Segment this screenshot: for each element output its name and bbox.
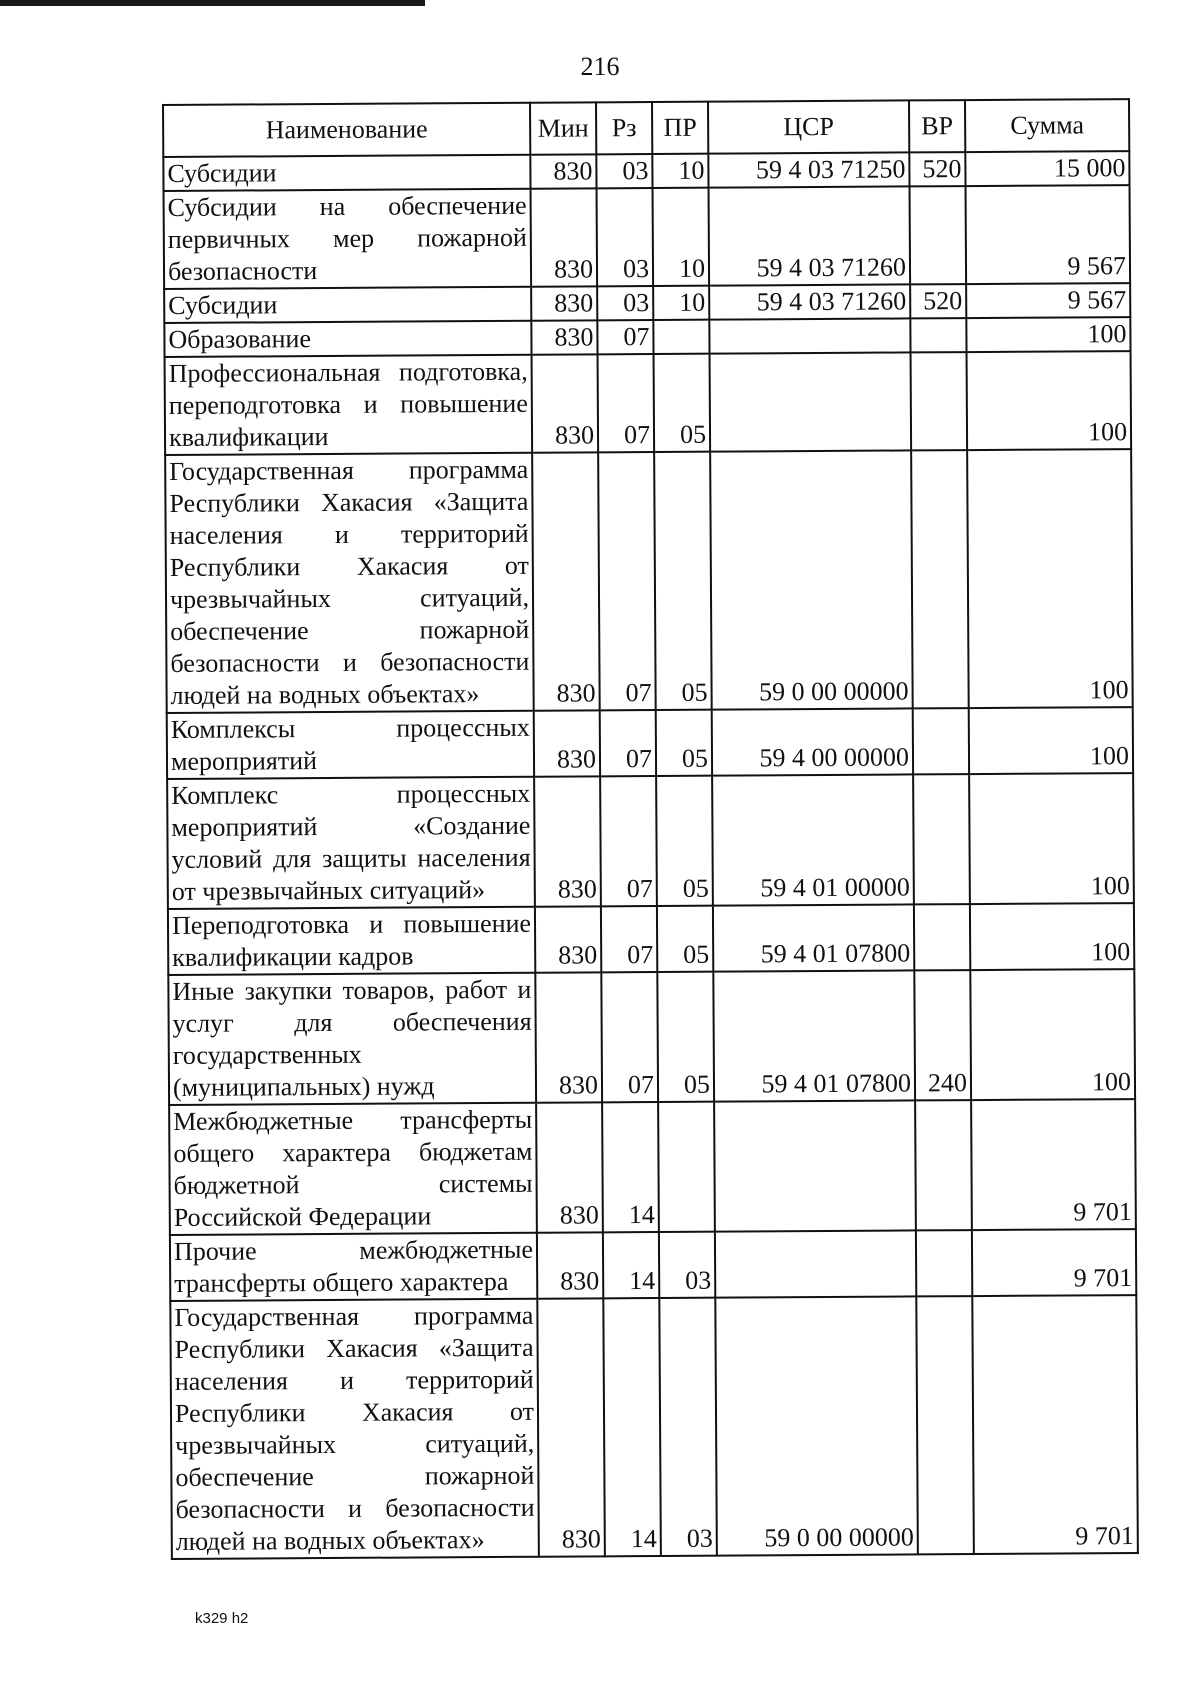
row-vr: [910, 186, 967, 284]
row-vr: [913, 774, 970, 904]
table-row: [170, 1295, 1138, 1559]
row-sum: 100: [970, 903, 1134, 970]
header-pr: ПР: [652, 102, 708, 154]
row-min: 830: [532, 354, 599, 452]
row-csr: 59 4 03 71250: [708, 152, 909, 187]
row-csr: 59 0 00 00000: [715, 1296, 918, 1555]
row-pr: 03: [659, 1298, 717, 1556]
row-vr: [910, 318, 966, 352]
row-sum: 15 000: [965, 151, 1129, 186]
row-min: 830: [536, 1102, 603, 1232]
row-pr: 10: [653, 188, 710, 286]
row-sum: 100: [967, 351, 1132, 450]
row-csr: 59 4 01 07800: [713, 970, 915, 1101]
row-name: Переподготовка и повышение квалификации кадров: [168, 907, 535, 975]
table-row: [165, 449, 1133, 713]
row-rz: 14: [603, 1232, 659, 1298]
row-csr: [710, 352, 912, 451]
budget-table: [162, 98, 1139, 1560]
row-min: 830: [535, 906, 601, 972]
row-csr: 59 4 03 71260: [709, 186, 911, 285]
table-header-row: [163, 99, 1129, 157]
row-rz: 07: [598, 354, 655, 452]
row-sum: 9 701: [972, 1295, 1138, 1554]
row-vr: [911, 352, 968, 450]
row-sum: 100: [970, 969, 1135, 1100]
row-sum: 100: [969, 773, 1134, 904]
row-rz: 07: [598, 452, 656, 710]
row-vr: [916, 1296, 974, 1554]
row-min: 830: [531, 320, 597, 354]
table-row: [168, 903, 1134, 975]
row-rz: 03: [596, 154, 652, 188]
row-name: Субсидии: [164, 287, 531, 323]
row-name: Иные закупки товаров, работ и услуг для обеспечения государственных (муниципальных) нужд: [168, 973, 536, 1105]
row-min: 830: [537, 1232, 603, 1298]
header-sum: Сумма: [965, 99, 1129, 152]
row-min: 830: [531, 286, 597, 320]
row-pr: 05: [654, 452, 712, 710]
row-csr: 59 4 03 71260: [709, 284, 910, 319]
row-rz: 07: [597, 320, 653, 354]
row-vr: [911, 450, 969, 708]
row-vr: [913, 708, 969, 774]
row-name: Межбюджетные трансферты общего характера бюджетам бюджетной системы Российской Федерации: [169, 1103, 537, 1235]
row-pr: 05: [657, 972, 714, 1102]
row-sum: 9 701: [972, 1229, 1136, 1296]
table-row: [168, 969, 1135, 1105]
row-vr: 240: [914, 970, 971, 1100]
row-sum: 100: [966, 317, 1130, 352]
row-sum: 9 567: [966, 185, 1131, 284]
header-vr: ВР: [909, 100, 965, 152]
table-row: [167, 707, 1133, 779]
row-pr: 05: [656, 776, 713, 906]
row-csr: [714, 1100, 916, 1231]
row-pr: 10: [653, 286, 709, 320]
row-pr: 05: [657, 906, 713, 972]
row-pr: 05: [654, 354, 711, 452]
row-rz: 07: [601, 972, 658, 1102]
row-sum: 100: [969, 707, 1133, 774]
row-rz: 07: [600, 776, 657, 906]
row-csr: 59 4 00 00000: [712, 708, 913, 775]
row-vr: [914, 904, 970, 970]
row-csr: 59 4 01 07800: [713, 904, 914, 971]
row-min: 830: [534, 776, 601, 906]
header-min: Мин: [530, 102, 596, 154]
row-pr: 05: [656, 710, 712, 776]
row-min: 830: [535, 972, 602, 1102]
row-rz: 07: [601, 906, 657, 972]
row-name: Прочие межбюджетные трансферты общего характера: [170, 1233, 537, 1301]
row-rz: 07: [600, 710, 656, 776]
row-min: 830: [530, 154, 596, 188]
header-name: Наименование: [163, 103, 530, 157]
header-csr: ЦСР: [708, 100, 909, 153]
row-name: Государственная программа Республики Хакасия «Защита населения и территорий Республики Хакасия от чрезвычайных ситуаций, обеспечение пожарной безопасности и безопасности людей на водных объектах»: [165, 453, 534, 713]
row-csr: 59 4 01 00000: [712, 774, 914, 905]
row-pr: 03: [659, 1232, 715, 1298]
row-rz: 14: [603, 1298, 661, 1556]
row-csr: [709, 318, 910, 353]
table-row: [170, 1229, 1136, 1301]
row-name: Профессиональная подготовка, переподготовка и повышение квалификации: [165, 355, 533, 455]
row-name: Государственная программа Республики Хакасия «Защита населения и территорий Республики Хакасия от чрезвычайных ситуаций, обеспечение пожарной безопасности и безопасности людей на водных объектах»: [170, 1299, 539, 1559]
row-pr: 10: [652, 154, 708, 188]
row-vr: 520: [909, 152, 965, 186]
table-row: [169, 1099, 1136, 1235]
row-rz: 14: [602, 1102, 659, 1232]
page-number: 216: [580, 52, 620, 81]
row-csr: 59 0 00 00000: [710, 450, 913, 709]
top-rule: [0, 0, 425, 6]
row-name: Образование: [164, 321, 531, 357]
row-vr: [915, 1100, 972, 1230]
header-rz: Рз: [596, 102, 652, 154]
row-name: Комплексы процессных мероприятий: [167, 711, 534, 779]
row-rz: 03: [597, 286, 653, 320]
row-vr: [916, 1230, 972, 1296]
row-min: 830: [532, 452, 600, 710]
row-vr: 520: [910, 284, 966, 318]
row-sum: 9 567: [966, 283, 1130, 318]
row-pr: [658, 1102, 715, 1232]
row-min: 830: [534, 710, 600, 776]
row-name: Комплекс процессных мероприятий «Создание условий для защиты населения от чрезвычайных ситуаций»: [167, 777, 535, 909]
table-row: [167, 773, 1134, 909]
table-row: [164, 185, 1131, 289]
row-pr: [653, 320, 709, 354]
row-sum: 9 701: [971, 1099, 1136, 1230]
row-rz: 03: [597, 188, 654, 286]
row-name: Субсидии на обеспечение первичных мер пожарной безопасности: [164, 189, 532, 289]
row-name: Субсидии: [163, 155, 530, 191]
row-min: 830: [531, 188, 598, 286]
row-min: 830: [537, 1298, 605, 1556]
footer-code: k329 h2: [195, 1610, 249, 1627]
row-sum: 100: [967, 449, 1133, 708]
row-csr: [715, 1230, 916, 1297]
table-row: [165, 351, 1132, 455]
